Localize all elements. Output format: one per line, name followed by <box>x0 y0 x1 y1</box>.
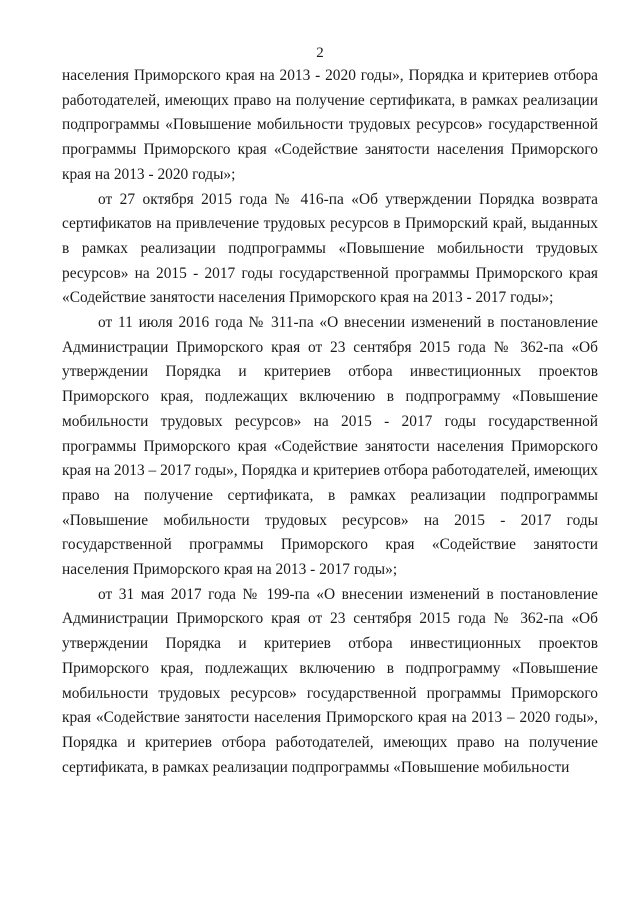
page-number: 2 <box>316 45 324 61</box>
document-body <box>62 64 598 780</box>
paragraph-resolution-311: от 11 июля 2016 года № 311-па «О внесении изменений в постановление Администрации Приморского края от 23 сентября 2015 года № 362-па «Об утверждении Порядка и критериев отбора инвестиционных проектов Приморского края, подлежащих включению в подпрограмму «Повышение мобильности трудовых ресурсов» на 2015 - 2017 годы государственной программы Приморского края «Содействие занятости населения Приморского края на 2013 – 2017 годы», Порядка и критериев отбора работодателей, имеющих право на получение сертификата, в рамках реализации подпрограммы «Повышение мобильности трудовых ресурсов» на 2015 - 2017 годы государственной программы Приморского края «Содействие занятости населения Приморского края на 2013 - 2017 годы»; <box>62 314 598 579</box>
paragraph-continuation: населения Приморского края на 2013 - 2020 годы», Порядка и критериев отбора работодателей, имеющих право на получение сертификата, в рамках реализации подпрограммы «Повышение мобильности трудовых ресурсов» государственной программы Приморского края «Содействие занятости населения Приморского края на 2013 - 2020 годы»; <box>62 67 598 183</box>
paragraph-resolution-416: от 27 октября 2015 года № 416-па «Об утверждении Порядка возврата сертификатов на привлечение трудовых ресурсов в Приморский край, выданных в рамках реализации подпрограммы «Повышение мобильности трудовых ресурсов» на 2015 - 2017 годы государственной программы Приморского края «Содействие занятости населения Приморского края на 2013 - 2017 годы»; <box>62 190 598 307</box>
paragraph-resolution-199: от 31 мая 2017 года № 199-па «О внесении изменений в постановление Администрации Приморского края от 23 сентября 2015 года № 362-па «Об утверждении Порядка и критериев отбора инвестиционных проектов Приморского края, подлежащих включению в подпрограмму «Повышение мобильности трудовых ресурсов» государственной программы Приморского края «Содействие занятости населения Приморского края на 2013 – 2020 годы», Порядка и критериев отбора работодателей, имеющих право на получение сертификата, в рамках реализации подпрограммы «Повышение мобильности <box>62 585 598 776</box>
